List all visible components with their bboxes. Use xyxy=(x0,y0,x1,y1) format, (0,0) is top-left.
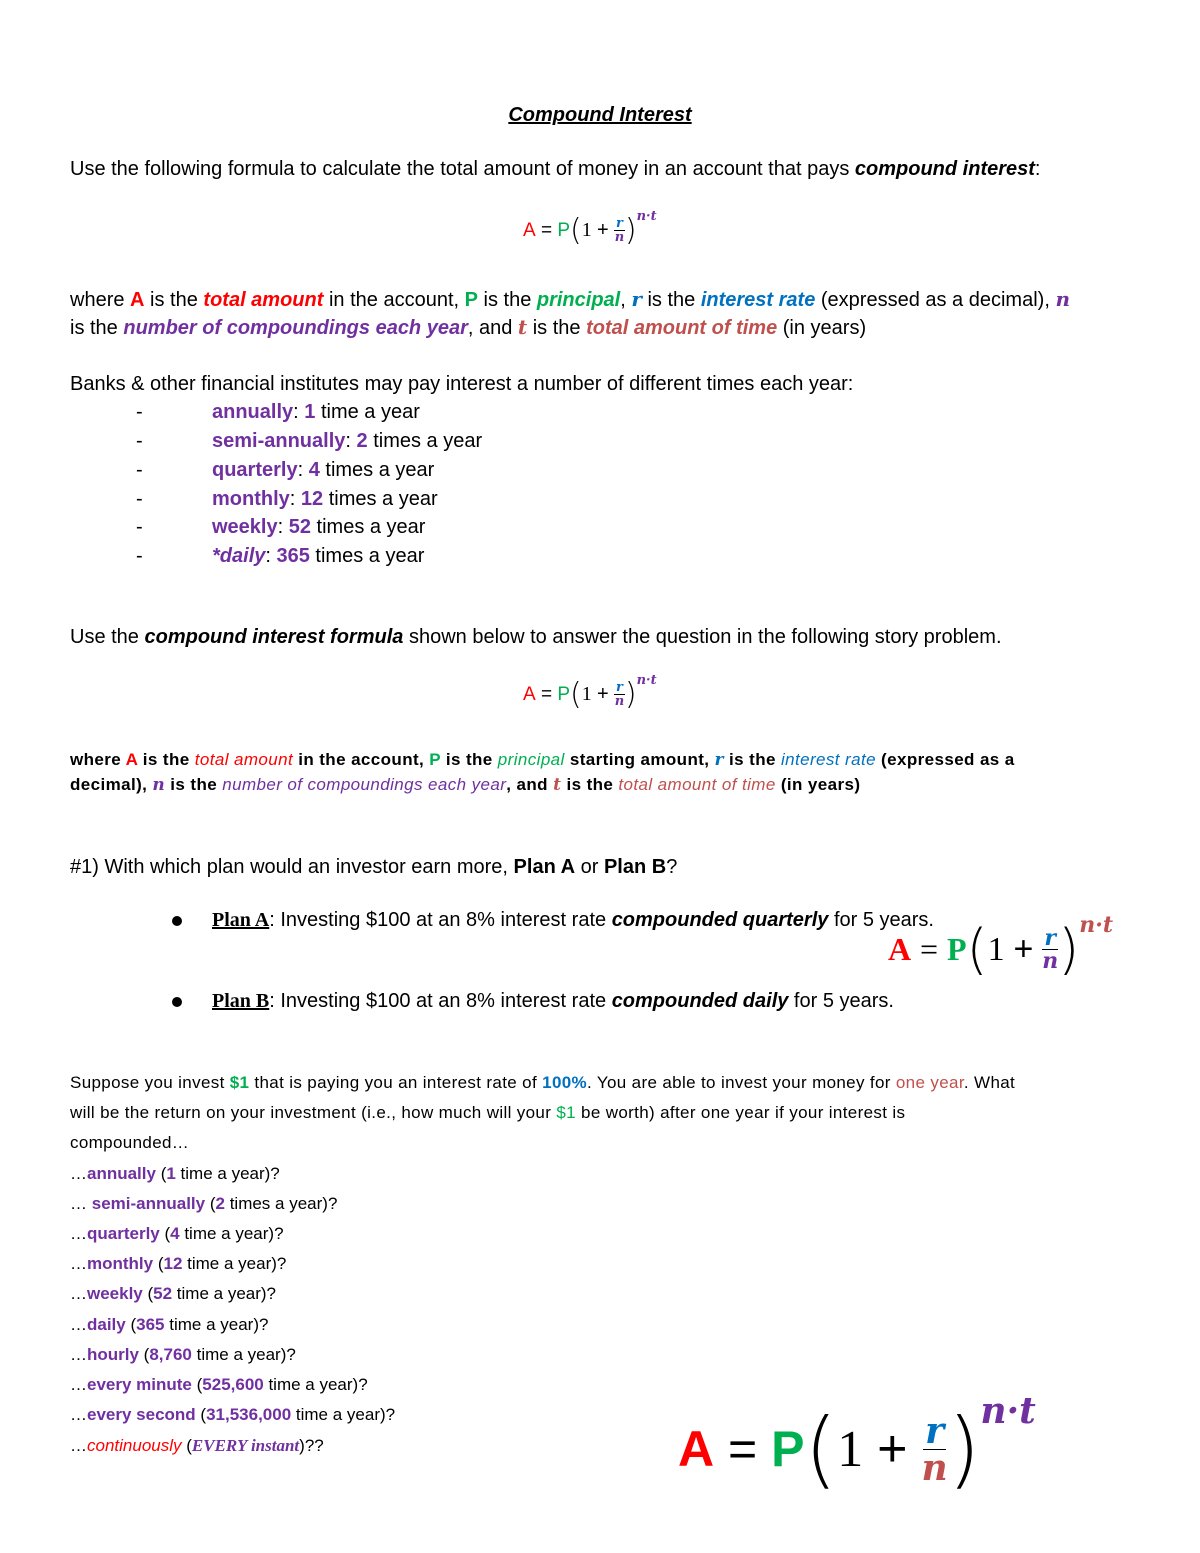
list-item: …every second (31,536,000 time a year)? xyxy=(70,1405,396,1424)
suppose-line-2: will be the return on your investment (i.e., how much will your $1 be worth) after one year if your interest is xyxy=(70,1103,906,1122)
list-item: …hourly (8,760 time a year)? xyxy=(70,1345,296,1364)
question-1: #1) With which plan would an investor earn more, Plan A or Plan B? xyxy=(70,856,678,878)
banks-intro: Banks & other financial institutes may pay interest a number of different times each year: xyxy=(70,373,854,395)
list-dash: - xyxy=(136,488,143,510)
formula-2: A = P ( 1 + $\frac{r}{n}$ ) n·t xyxy=(523,673,657,712)
formula-1: A = P ( 1 + $\frac{r}{n}$ ) n·t xyxy=(523,209,657,248)
list-item: …daily (365 time a year)? xyxy=(70,1315,269,1334)
page-title: Compound Interest xyxy=(508,104,692,126)
list-item: … semi-annually (2 times a year)? xyxy=(70,1194,338,1213)
list-item: monthly: 12 times a year xyxy=(212,488,438,510)
definition-2-line-1: where A is the total amount in the account, P is the principal starting amount, r is the interest rate (expressed as a xyxy=(70,750,1015,770)
list-item: …monthly (12 time a year)? xyxy=(70,1254,287,1273)
list-item: quarterly: 4 times a year xyxy=(212,459,435,481)
list-dash: - xyxy=(136,401,143,423)
plan-a: Plan A: Investing $100 at an 8% interest rate compounded quarterly for 5 years. xyxy=(212,909,934,931)
formula-3: A = P ( 1 + $\frac{r}{n}$ ) n·t xyxy=(888,912,1114,981)
definition-1-line-1: where A is the total amount in the account, P is the principal, r is the interest rate (expressed as a decimal), n xyxy=(70,287,1070,311)
list-item: annually: 1 time a year xyxy=(212,401,420,423)
list-dash: - xyxy=(136,459,143,481)
intro-line: Use the following formula to calculate the total amount of money in an account that pays compound interest: xyxy=(70,158,1041,180)
list-item: semi-annually: 2 times a year xyxy=(212,430,483,452)
list-dash: - xyxy=(136,430,143,452)
list-item: …every minute (525,600 time a year)? xyxy=(70,1375,368,1394)
list-dash: - xyxy=(136,545,143,567)
definition-2-line-2: decimal), n is the number of compoundings each year, and t is the total amount of time (in years) xyxy=(70,775,861,795)
definition-1-line-2: is the number of compoundings each year, and t is the total amount of time (in years) xyxy=(70,315,867,339)
list-item: *daily: 365 times a year xyxy=(212,545,425,567)
suppose-line-1: Suppose you invest $1 that is paying you an interest rate of 100%. You are able to invest your money for one year. What xyxy=(70,1073,1016,1092)
list-item: …weekly (52 time a year)? xyxy=(70,1284,277,1303)
use-formula-line: Use the compound interest formula shown below to answer the question in the following story problem. xyxy=(70,626,1002,648)
list-item: …quarterly (4 time a year)? xyxy=(70,1224,284,1243)
suppose-line-3: compounded… xyxy=(70,1133,190,1152)
bullet-icon xyxy=(172,997,182,1007)
list-item: …continuously (EVERY instant)?? xyxy=(70,1436,324,1455)
plan-b: Plan B: Investing $100 at an 8% interest rate compounded daily for 5 years. xyxy=(212,990,894,1012)
bullet-icon xyxy=(172,916,182,926)
list-item: weekly: 52 times a year xyxy=(212,516,426,538)
list-item: …annually (1 time a year)? xyxy=(70,1164,280,1183)
list-dash: - xyxy=(136,516,143,538)
formula-4: A = P ( 1 + $\frac{r}{n}$ ) n·t xyxy=(678,1390,1036,1498)
